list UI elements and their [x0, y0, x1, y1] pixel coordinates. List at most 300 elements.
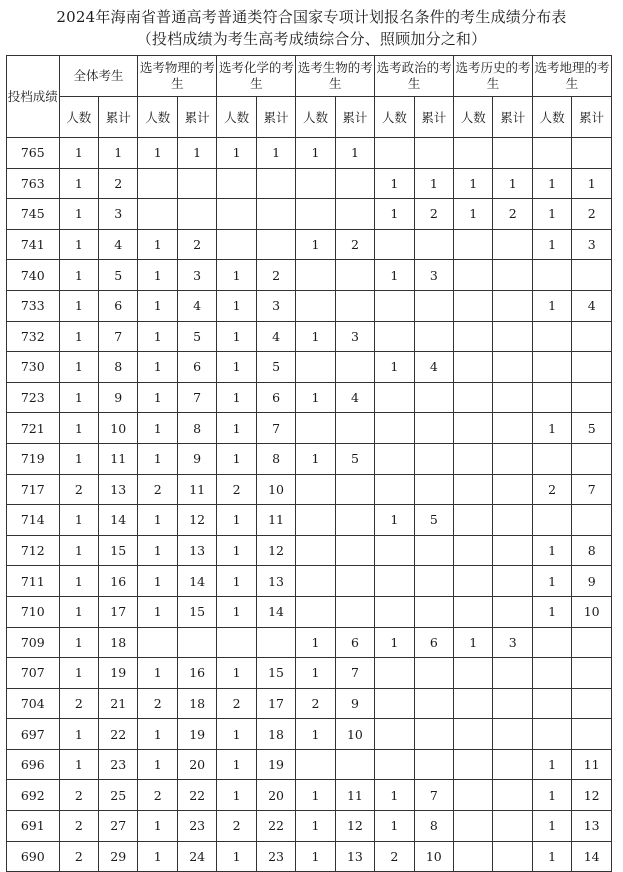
cumulative-cell: 9: [177, 443, 216, 474]
cumulative-cell: 14: [99, 505, 138, 536]
cumulative-cell: 2: [256, 260, 295, 291]
cumulative-cell: 2: [572, 199, 612, 230]
count-header: 人数: [375, 97, 414, 138]
count-header: 人数: [217, 97, 256, 138]
count-cell: 2: [532, 474, 571, 505]
cumulative-cell: [414, 658, 453, 689]
count-cell: 1: [532, 841, 571, 872]
cumulative-cell: 12: [177, 505, 216, 536]
cumulative-cell: [414, 138, 453, 169]
count-cell: 1: [532, 811, 571, 842]
cumulative-cell: 19: [177, 719, 216, 750]
count-cell: 1: [454, 627, 493, 658]
count-cell: [532, 505, 571, 536]
score-cell: 732: [7, 321, 60, 352]
cumulative-cell: 6: [177, 352, 216, 383]
cumulative-cell: [493, 535, 532, 566]
count-cell: [454, 535, 493, 566]
cumulative-cell: 9: [99, 382, 138, 413]
count-cell: 1: [59, 719, 98, 750]
count-cell: [217, 627, 256, 658]
cumulative-cell: 13: [99, 474, 138, 505]
cumulative-cell: [572, 688, 612, 719]
count-cell: 1: [375, 260, 414, 291]
cumulative-cell: 2: [414, 199, 453, 230]
count-cell: 1: [217, 290, 256, 321]
score-cell: 690: [7, 841, 60, 872]
cumulative-cell: [414, 229, 453, 260]
count-cell: [296, 352, 335, 383]
cumulative-cell: 11: [99, 443, 138, 474]
count-cell: 1: [217, 413, 256, 444]
cumulative-cell: 15: [99, 535, 138, 566]
cumulative-cell: [414, 688, 453, 719]
cumulative-cell: 14: [177, 566, 216, 597]
count-cell: 1: [532, 566, 571, 597]
cumulative-header: 累计: [99, 97, 138, 138]
table-row: [7, 199, 612, 230]
cumulative-cell: [414, 413, 453, 444]
count-cell: [532, 352, 571, 383]
cumulative-cell: 4: [414, 352, 453, 383]
cumulative-cell: [572, 382, 612, 413]
count-cell: [454, 719, 493, 750]
count-cell: 1: [138, 811, 177, 842]
score-cell: 691: [7, 811, 60, 842]
table-row: [7, 321, 612, 352]
count-cell: 1: [138, 321, 177, 352]
cumulative-cell: [414, 474, 453, 505]
count-cell: [217, 229, 256, 260]
score-cell: 717: [7, 474, 60, 505]
count-cell: 1: [217, 596, 256, 627]
count-cell: [296, 566, 335, 597]
count-cell: 2: [217, 811, 256, 842]
cumulative-cell: [414, 535, 453, 566]
cumulative-cell: [493, 749, 532, 780]
count-cell: 2: [375, 841, 414, 872]
cumulative-cell: [335, 168, 374, 199]
count-cell: [217, 168, 256, 199]
cumulative-cell: [414, 566, 453, 597]
cumulative-cell: 5: [256, 352, 295, 383]
count-cell: [375, 474, 414, 505]
group-header: 选考地理的考生: [532, 56, 611, 97]
count-cell: 1: [532, 749, 571, 780]
cumulative-cell: [256, 229, 295, 260]
count-cell: 1: [532, 229, 571, 260]
cumulative-cell: 8: [99, 352, 138, 383]
cumulative-cell: 18: [99, 627, 138, 658]
count-cell: 1: [138, 413, 177, 444]
count-cell: 1: [217, 566, 256, 597]
cumulative-cell: 19: [99, 658, 138, 689]
table-row: [7, 229, 612, 260]
count-cell: 1: [59, 658, 98, 689]
cumulative-cell: 10: [335, 719, 374, 750]
count-cell: 1: [296, 382, 335, 413]
cumulative-cell: [414, 321, 453, 352]
count-cell: [454, 811, 493, 842]
cumulative-cell: 29: [99, 841, 138, 872]
cumulative-cell: 8: [414, 811, 453, 842]
count-cell: 1: [375, 627, 414, 658]
count-cell: 1: [217, 658, 256, 689]
cumulative-cell: [493, 138, 532, 169]
count-cell: 1: [59, 352, 98, 383]
cumulative-cell: 12: [572, 780, 612, 811]
count-cell: [375, 749, 414, 780]
count-header: 人数: [138, 97, 177, 138]
score-cell: 730: [7, 352, 60, 383]
count-cell: [532, 260, 571, 291]
count-cell: 1: [296, 658, 335, 689]
count-cell: 2: [59, 780, 98, 811]
table-row: [7, 749, 612, 780]
count-cell: 1: [59, 627, 98, 658]
count-cell: [296, 168, 335, 199]
count-cell: 1: [59, 443, 98, 474]
count-cell: [532, 658, 571, 689]
cumulative-cell: 6: [99, 290, 138, 321]
cumulative-cell: 11: [256, 505, 295, 536]
cumulative-header: 累计: [414, 97, 453, 138]
count-cell: 1: [296, 719, 335, 750]
count-cell: [375, 596, 414, 627]
count-cell: 1: [138, 290, 177, 321]
cumulative-cell: [335, 566, 374, 597]
table-row: [7, 138, 612, 169]
cumulative-cell: 7: [177, 382, 216, 413]
score-cell: 723: [7, 382, 60, 413]
cumulative-cell: 4: [99, 229, 138, 260]
count-cell: 1: [296, 229, 335, 260]
count-cell: 1: [59, 749, 98, 780]
cumulative-cell: [414, 719, 453, 750]
score-cell: 733: [7, 290, 60, 321]
cumulative-cell: [493, 382, 532, 413]
count-cell: 1: [375, 780, 414, 811]
cumulative-cell: 14: [572, 841, 612, 872]
group-header: 选考化学的考生: [217, 56, 296, 97]
count-cell: 1: [217, 260, 256, 291]
cumulative-cell: 8: [177, 413, 216, 444]
count-cell: 1: [296, 321, 335, 352]
cumulative-cell: 10: [572, 596, 612, 627]
count-cell: 1: [59, 138, 98, 169]
cumulative-cell: 5: [572, 413, 612, 444]
count-cell: 1: [59, 505, 98, 536]
score-cell: 765: [7, 138, 60, 169]
cumulative-cell: 3: [493, 627, 532, 658]
cumulative-cell: [493, 413, 532, 444]
cumulative-cell: [572, 443, 612, 474]
cumulative-cell: [335, 535, 374, 566]
count-cell: 1: [375, 811, 414, 842]
cumulative-header: 累计: [493, 97, 532, 138]
table-row: [7, 474, 612, 505]
count-cell: [375, 290, 414, 321]
count-cell: [454, 352, 493, 383]
count-cell: 1: [532, 535, 571, 566]
count-cell: [532, 627, 571, 658]
count-cell: 1: [217, 505, 256, 536]
cumulative-cell: 1: [414, 168, 453, 199]
table-row: [7, 811, 612, 842]
cumulative-cell: 3: [414, 260, 453, 291]
count-header: 人数: [296, 97, 335, 138]
count-cell: 1: [59, 535, 98, 566]
count-cell: 1: [217, 719, 256, 750]
count-cell: [375, 566, 414, 597]
count-cell: 1: [375, 168, 414, 199]
count-cell: 1: [138, 138, 177, 169]
count-cell: 2: [296, 688, 335, 719]
count-cell: [375, 321, 414, 352]
cumulative-cell: 11: [177, 474, 216, 505]
count-cell: 1: [217, 352, 256, 383]
count-cell: [454, 688, 493, 719]
count-cell: [296, 749, 335, 780]
count-cell: 1: [138, 841, 177, 872]
count-cell: [375, 535, 414, 566]
cumulative-cell: 13: [256, 566, 295, 597]
cumulative-cell: 3: [335, 321, 374, 352]
count-cell: 2: [59, 474, 98, 505]
cumulative-cell: 8: [256, 443, 295, 474]
count-cell: 1: [217, 443, 256, 474]
cumulative-cell: 13: [177, 535, 216, 566]
count-cell: 1: [217, 749, 256, 780]
count-cell: 2: [59, 841, 98, 872]
cumulative-cell: 2: [493, 199, 532, 230]
cumulative-cell: 18: [256, 719, 295, 750]
table-row: [7, 168, 612, 199]
count-cell: [532, 138, 571, 169]
count-cell: 1: [454, 168, 493, 199]
count-cell: 1: [138, 596, 177, 627]
count-header: 人数: [454, 97, 493, 138]
cumulative-cell: [493, 505, 532, 536]
count-cell: [296, 199, 335, 230]
cumulative-header: 累计: [256, 97, 295, 138]
cumulative-cell: 7: [335, 658, 374, 689]
cumulative-cell: 12: [256, 535, 295, 566]
score-cell: 740: [7, 260, 60, 291]
count-cell: 1: [296, 780, 335, 811]
count-cell: 1: [217, 535, 256, 566]
table-row: [7, 719, 612, 750]
page-subtitle: （投档成绩为考生高考成绩综合分、照顾加分之和）: [136, 30, 487, 48]
cumulative-cell: [256, 199, 295, 230]
count-cell: 1: [217, 780, 256, 811]
count-cell: 1: [59, 321, 98, 352]
cumulative-cell: [335, 260, 374, 291]
table-row: [7, 382, 612, 413]
count-cell: 1: [532, 199, 571, 230]
cumulative-cell: 4: [256, 321, 295, 352]
count-cell: [532, 321, 571, 352]
count-cell: 1: [59, 566, 98, 597]
cumulative-cell: 11: [572, 749, 612, 780]
count-cell: [375, 658, 414, 689]
cumulative-cell: [335, 505, 374, 536]
count-cell: [375, 229, 414, 260]
cumulative-cell: [572, 352, 612, 383]
cumulative-cell: 4: [177, 290, 216, 321]
count-cell: 1: [138, 443, 177, 474]
cumulative-cell: [414, 749, 453, 780]
cumulative-cell: [493, 596, 532, 627]
cumulative-cell: [493, 260, 532, 291]
count-cell: 1: [138, 535, 177, 566]
cumulative-cell: 1: [256, 138, 295, 169]
cumulative-cell: 16: [99, 566, 138, 597]
cumulative-cell: 16: [177, 658, 216, 689]
cumulative-cell: [572, 719, 612, 750]
cumulative-header: 累计: [177, 97, 216, 138]
cumulative-cell: 1: [572, 168, 612, 199]
count-cell: [454, 229, 493, 260]
cumulative-cell: [177, 168, 216, 199]
count-cell: 2: [217, 474, 256, 505]
cumulative-cell: 2: [177, 229, 216, 260]
cumulative-cell: 5: [99, 260, 138, 291]
count-cell: [454, 566, 493, 597]
score-cell: 707: [7, 658, 60, 689]
cumulative-cell: [335, 413, 374, 444]
cumulative-cell: [572, 505, 612, 536]
cumulative-header: 累计: [335, 97, 374, 138]
count-cell: [375, 138, 414, 169]
count-cell: [217, 199, 256, 230]
cumulative-cell: [335, 596, 374, 627]
cumulative-cell: [493, 658, 532, 689]
cumulative-cell: 7: [99, 321, 138, 352]
table-row: [7, 841, 612, 872]
count-cell: [296, 535, 335, 566]
table-row: [7, 566, 612, 597]
cumulative-cell: [493, 688, 532, 719]
cumulative-cell: [335, 199, 374, 230]
count-cell: 1: [59, 382, 98, 413]
cumulative-cell: 4: [572, 290, 612, 321]
count-cell: [296, 290, 335, 321]
cumulative-cell: [414, 382, 453, 413]
count-cell: 1: [138, 658, 177, 689]
cumulative-cell: [493, 352, 532, 383]
cumulative-cell: 7: [572, 474, 612, 505]
count-cell: 1: [217, 321, 256, 352]
cumulative-cell: [493, 229, 532, 260]
score-header: 投档成绩: [7, 56, 60, 138]
count-cell: [375, 443, 414, 474]
group-header: 选考政治的考生: [375, 56, 454, 97]
count-cell: 2: [138, 780, 177, 811]
count-header: 人数: [532, 97, 571, 138]
cumulative-cell: 10: [99, 413, 138, 444]
count-cell: 1: [59, 229, 98, 260]
cumulative-cell: 3: [177, 260, 216, 291]
cumulative-cell: 24: [177, 841, 216, 872]
cumulative-cell: 5: [335, 443, 374, 474]
count-cell: 2: [138, 688, 177, 719]
count-cell: [296, 505, 335, 536]
cumulative-cell: [335, 290, 374, 321]
count-cell: [138, 627, 177, 658]
count-cell: 1: [454, 199, 493, 230]
cumulative-cell: 20: [177, 749, 216, 780]
cumulative-cell: [572, 321, 612, 352]
score-cell: 714: [7, 505, 60, 536]
cumulative-cell: 14: [256, 596, 295, 627]
count-cell: 1: [217, 138, 256, 169]
cumulative-cell: 18: [177, 688, 216, 719]
score-cell: 719: [7, 443, 60, 474]
score-cell: 696: [7, 749, 60, 780]
score-cell: 745: [7, 199, 60, 230]
count-cell: [138, 199, 177, 230]
count-cell: [375, 719, 414, 750]
count-cell: [296, 474, 335, 505]
cumulative-cell: [414, 596, 453, 627]
cumulative-cell: 11: [335, 780, 374, 811]
cumulative-cell: 23: [177, 811, 216, 842]
cumulative-cell: [572, 627, 612, 658]
table-row: [7, 413, 612, 444]
score-cell: 697: [7, 719, 60, 750]
cumulative-cell: 9: [572, 566, 612, 597]
cumulative-cell: 2: [99, 168, 138, 199]
count-cell: 1: [532, 596, 571, 627]
count-cell: [375, 688, 414, 719]
table-row: [7, 627, 612, 658]
cumulative-cell: 13: [572, 811, 612, 842]
count-cell: 1: [59, 168, 98, 199]
count-cell: 1: [138, 382, 177, 413]
cumulative-cell: 19: [256, 749, 295, 780]
cumulative-cell: 22: [256, 811, 295, 842]
count-cell: 1: [375, 505, 414, 536]
cumulative-cell: [335, 749, 374, 780]
count-cell: 1: [532, 290, 571, 321]
cumulative-cell: 1: [493, 168, 532, 199]
count-cell: 1: [138, 260, 177, 291]
cumulative-cell: 27: [99, 811, 138, 842]
count-cell: 1: [138, 566, 177, 597]
cumulative-cell: [335, 352, 374, 383]
table-row: [7, 260, 612, 291]
cumulative-cell: [493, 321, 532, 352]
cumulative-cell: 5: [177, 321, 216, 352]
group-header: 选考生物的考生: [296, 56, 375, 97]
count-cell: 1: [217, 382, 256, 413]
cumulative-cell: 3: [99, 199, 138, 230]
cumulative-cell: 1: [99, 138, 138, 169]
count-cell: 1: [532, 413, 571, 444]
table-row: [7, 505, 612, 536]
count-cell: 1: [296, 841, 335, 872]
score-distribution-table: [6, 55, 612, 872]
count-cell: [454, 658, 493, 689]
cumulative-cell: 10: [256, 474, 295, 505]
count-cell: [532, 443, 571, 474]
cumulative-cell: [493, 566, 532, 597]
cumulative-cell: 12: [335, 811, 374, 842]
cumulative-cell: [493, 811, 532, 842]
group-header: 全体考生: [59, 56, 138, 97]
count-cell: 2: [217, 688, 256, 719]
